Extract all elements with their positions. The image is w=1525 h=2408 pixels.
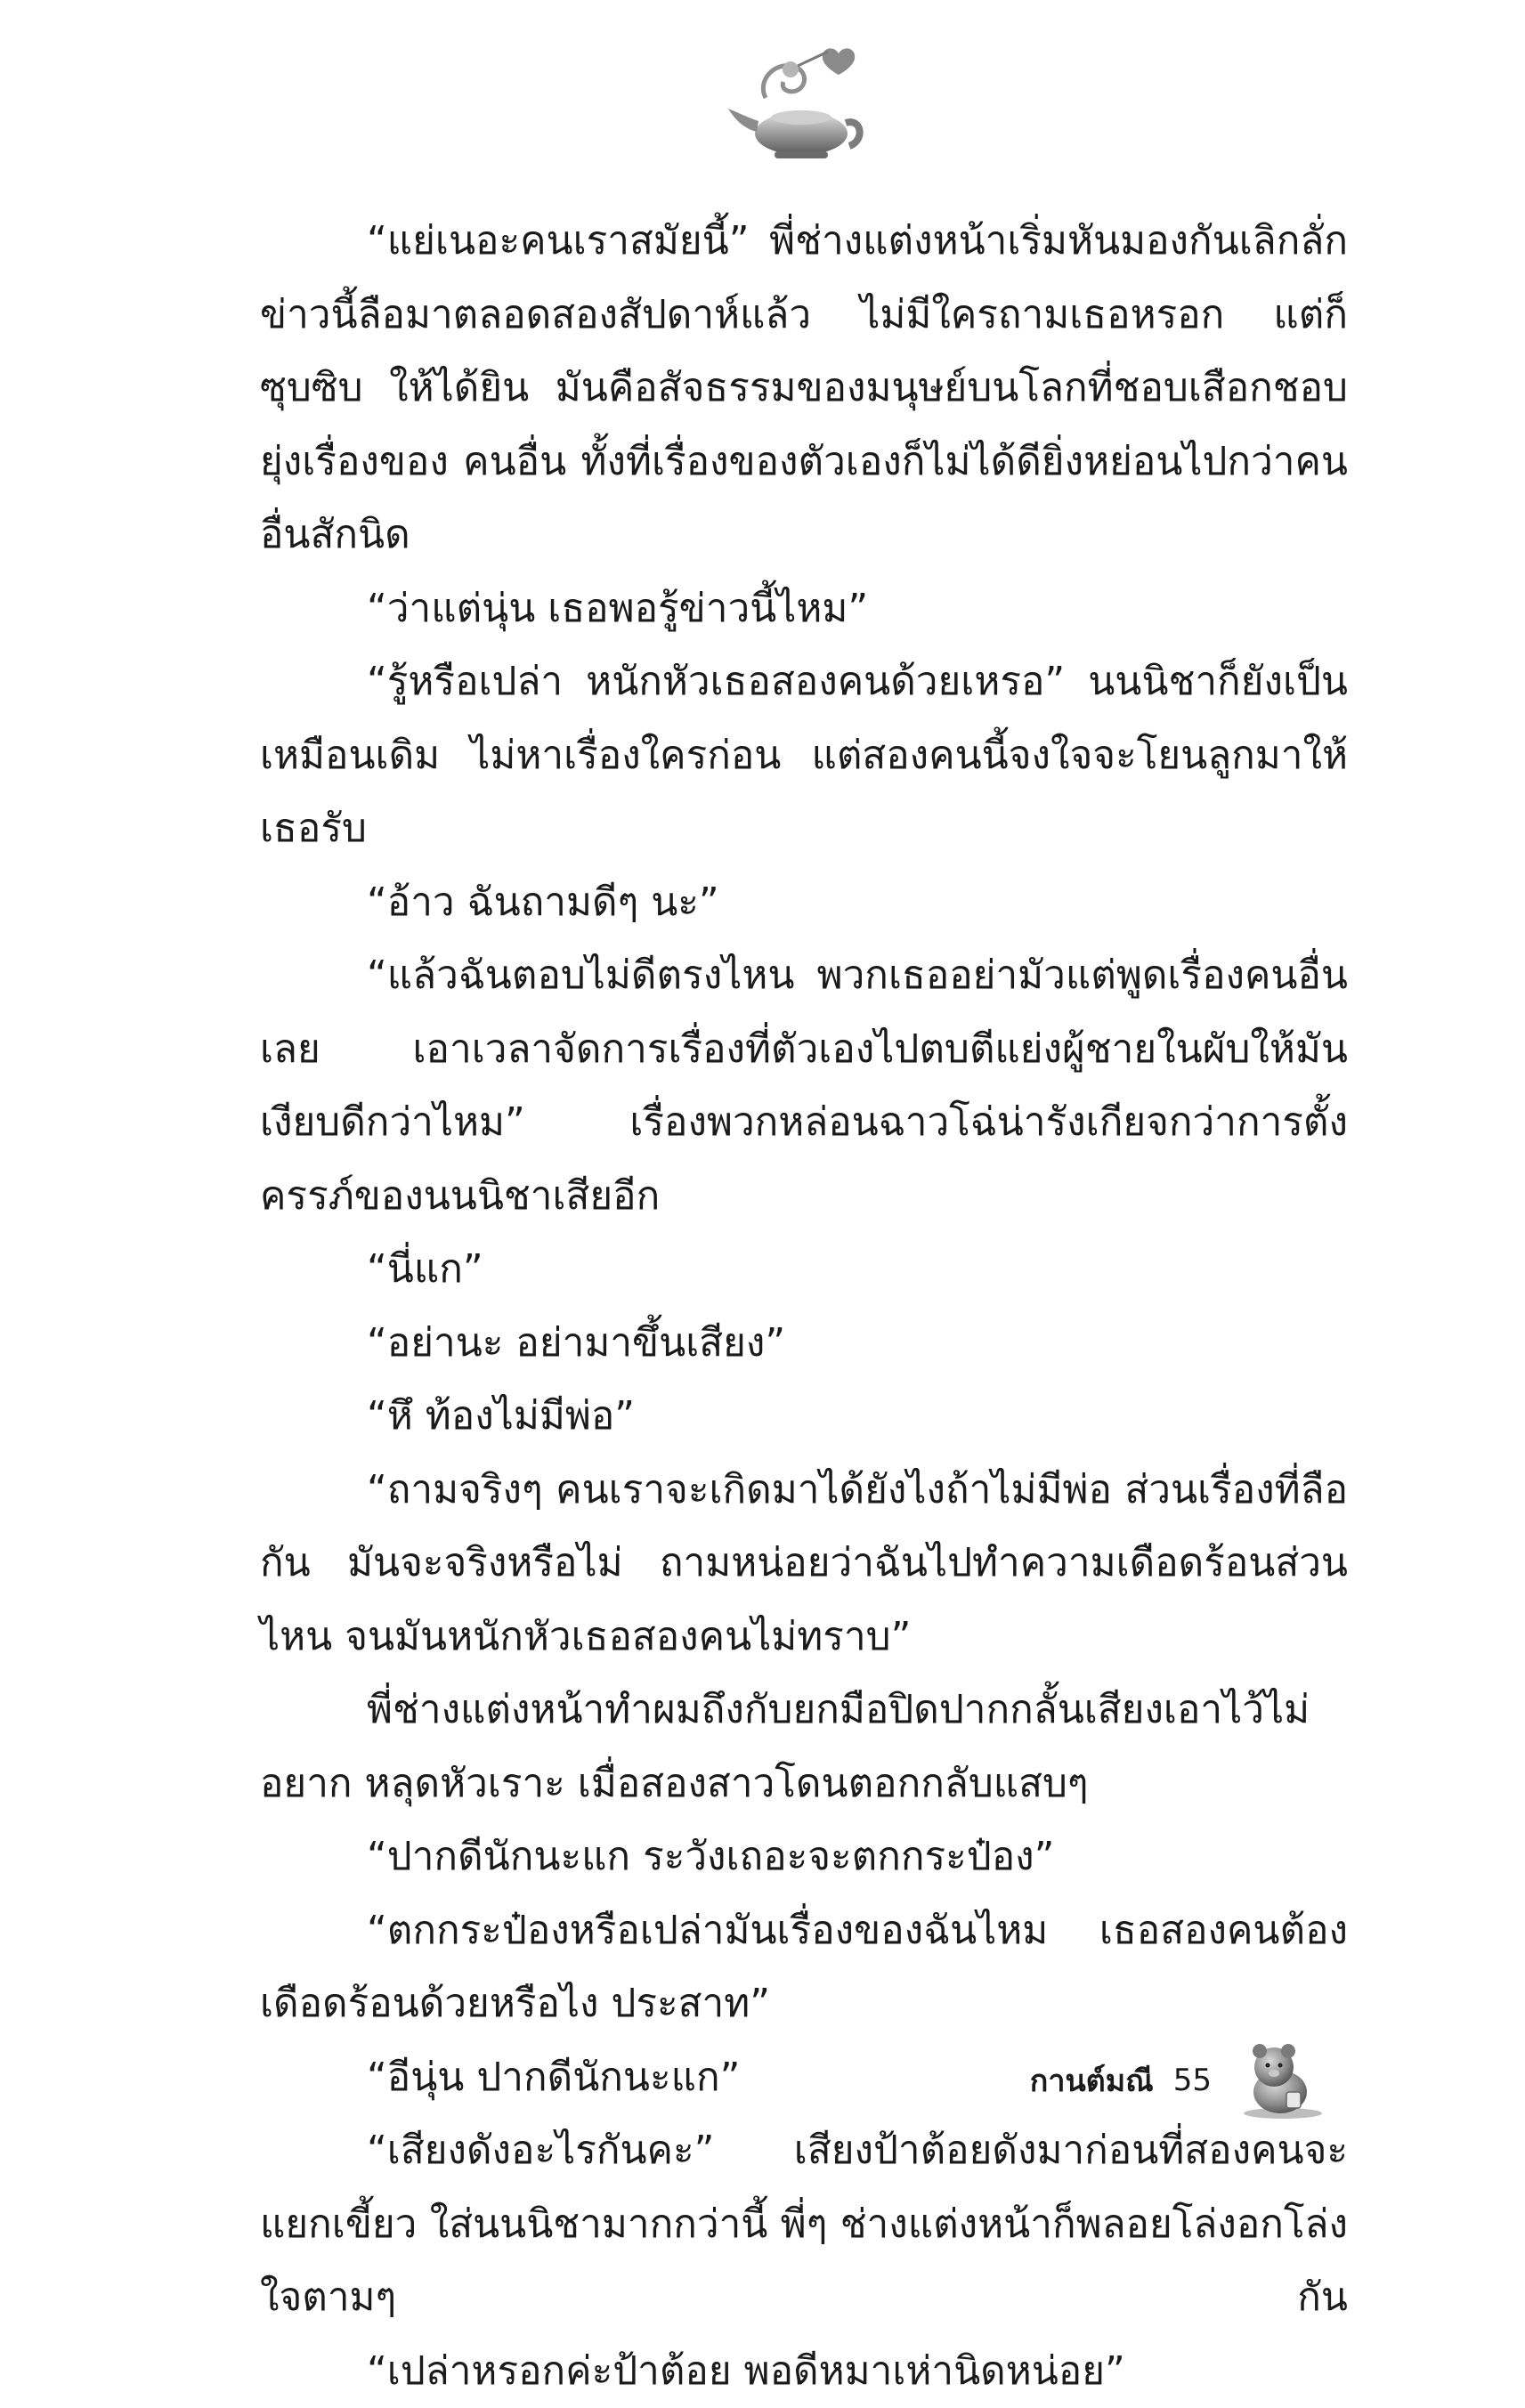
paragraph: “อ้าว ฉันถามดีๆ นะ” [260,866,1348,940]
page-number: 55 [1173,2063,1212,2098]
teddy-bear-icon [1231,2040,1329,2120]
paragraph: “อย่านะ อย่ามาขึ้นเสียง” [260,1307,1348,1381]
paragraph: “เปล่าหรอกค่ะป้าต้อย พอดีหมาเห่านิดหน่อย” [260,2335,1348,2408]
paragraph: “แย่เนอะคนเราสมัยนี้” พี่ช่างแต่งหน้าเริ่มหันมองกันเลิกลั่ก ข่าวนี้ลือมาตลอดสองสัปดาห์แล้ว ไม่มีใครถามเธอหรอก แต่ก็ซุบซิบ ให้ได้ยิน มันคือสัจธรรมของมนุษย์บนโลกที่ชอบเสือกชอบยุ่งเรื่องของ คนอื่น ทั้งที่เรื่องของตัวเองก็ไม่ได้ดียิ่งหย่อนไปกว่าคนอื่นสักนิด [260,205,1348,572]
paragraph: “ว่าแต่นุ่น เธอพอรู้ข่าวนี้ไหม” [260,572,1348,646]
paragraph: “ตกกระป๋องหรือเปล่ามันเรื่องของฉันไหม เธอสองคนต้อง เดือดร้อนด้วยหรือไง ประสาท” [260,1894,1348,2041]
paragraph: “อีนุ่น ปากดีนักนะแก” [260,2041,1348,2115]
paragraph: “ปากดีนักนะแก ระวังเถอะจะตกกระป๋อง” [260,1820,1348,1894]
paragraph: “นี่แก” [260,1233,1348,1307]
author-name: กานต์มณี [1030,2056,1154,2104]
paragraph: พี่ช่างแต่งหน้าทำผมถึงกับยกมือปิดปากกลั้นเสียงเอาไว้ไม่อยาก หลุดหัวเราะ เมื่อสองสาวโดนตอกกลับแสบๆ [260,1674,1348,1820]
paragraph: “หึ ท้องไม่มีพ่อ” [260,1380,1348,1454]
page-footer [1030,2040,1329,2120]
paragraph: “แล้วฉันตอบไม่ดีตรงไหน พวกเธออย่ามัวแต่พูดเรื่องคนอื่นเลย เอาเวลาจัดการเรื่องที่ตัวเองไปตบตีแย่งผู้ชายในผับให้มันเงียบดีกว่าไหม” เรื่องพวกหล่อนฉาวโฉ่น่ารังเกียจกว่าการตั้งครรภ์ของนนนิชาเสียอีก [260,939,1348,1233]
paragraph: “ถามจริงๆ คนเราจะเกิดมาได้ยังไงถ้าไม่มีพ่อ ส่วนเรื่องที่ลือกัน มันจะจริงหรือไม่ ถามหน่อยว่าฉันไปทำความเดือดร้อนส่วนไหน จนมันหนักหัวเธอสองคนไม่ทราบ” [260,1454,1348,1674]
teapot-cupid-ornament-icon [712,36,890,169]
paragraph: “เสียงดังอะไรกันคะ” เสียงป้าต้อยดังมาก่อนที่สองคนจะแยกเขี้ยว ใส่นนนิชามากกว่านี้ พี่ๆ ช่างแต่งหน้าก็พลอยโล่งอกโล่งใจตามๆ กัน [260,2114,1348,2335]
paragraph: “รู้หรือเปล่า หนักหัวเธอสองคนด้วยเหรอ” นนนิชาก็ยังเป็น เหมือนเดิม ไม่หาเรื่องใครก่อน แต่สองคนนี้จงใจจะโยนลูกมาให้เธอรับ [260,645,1348,866]
